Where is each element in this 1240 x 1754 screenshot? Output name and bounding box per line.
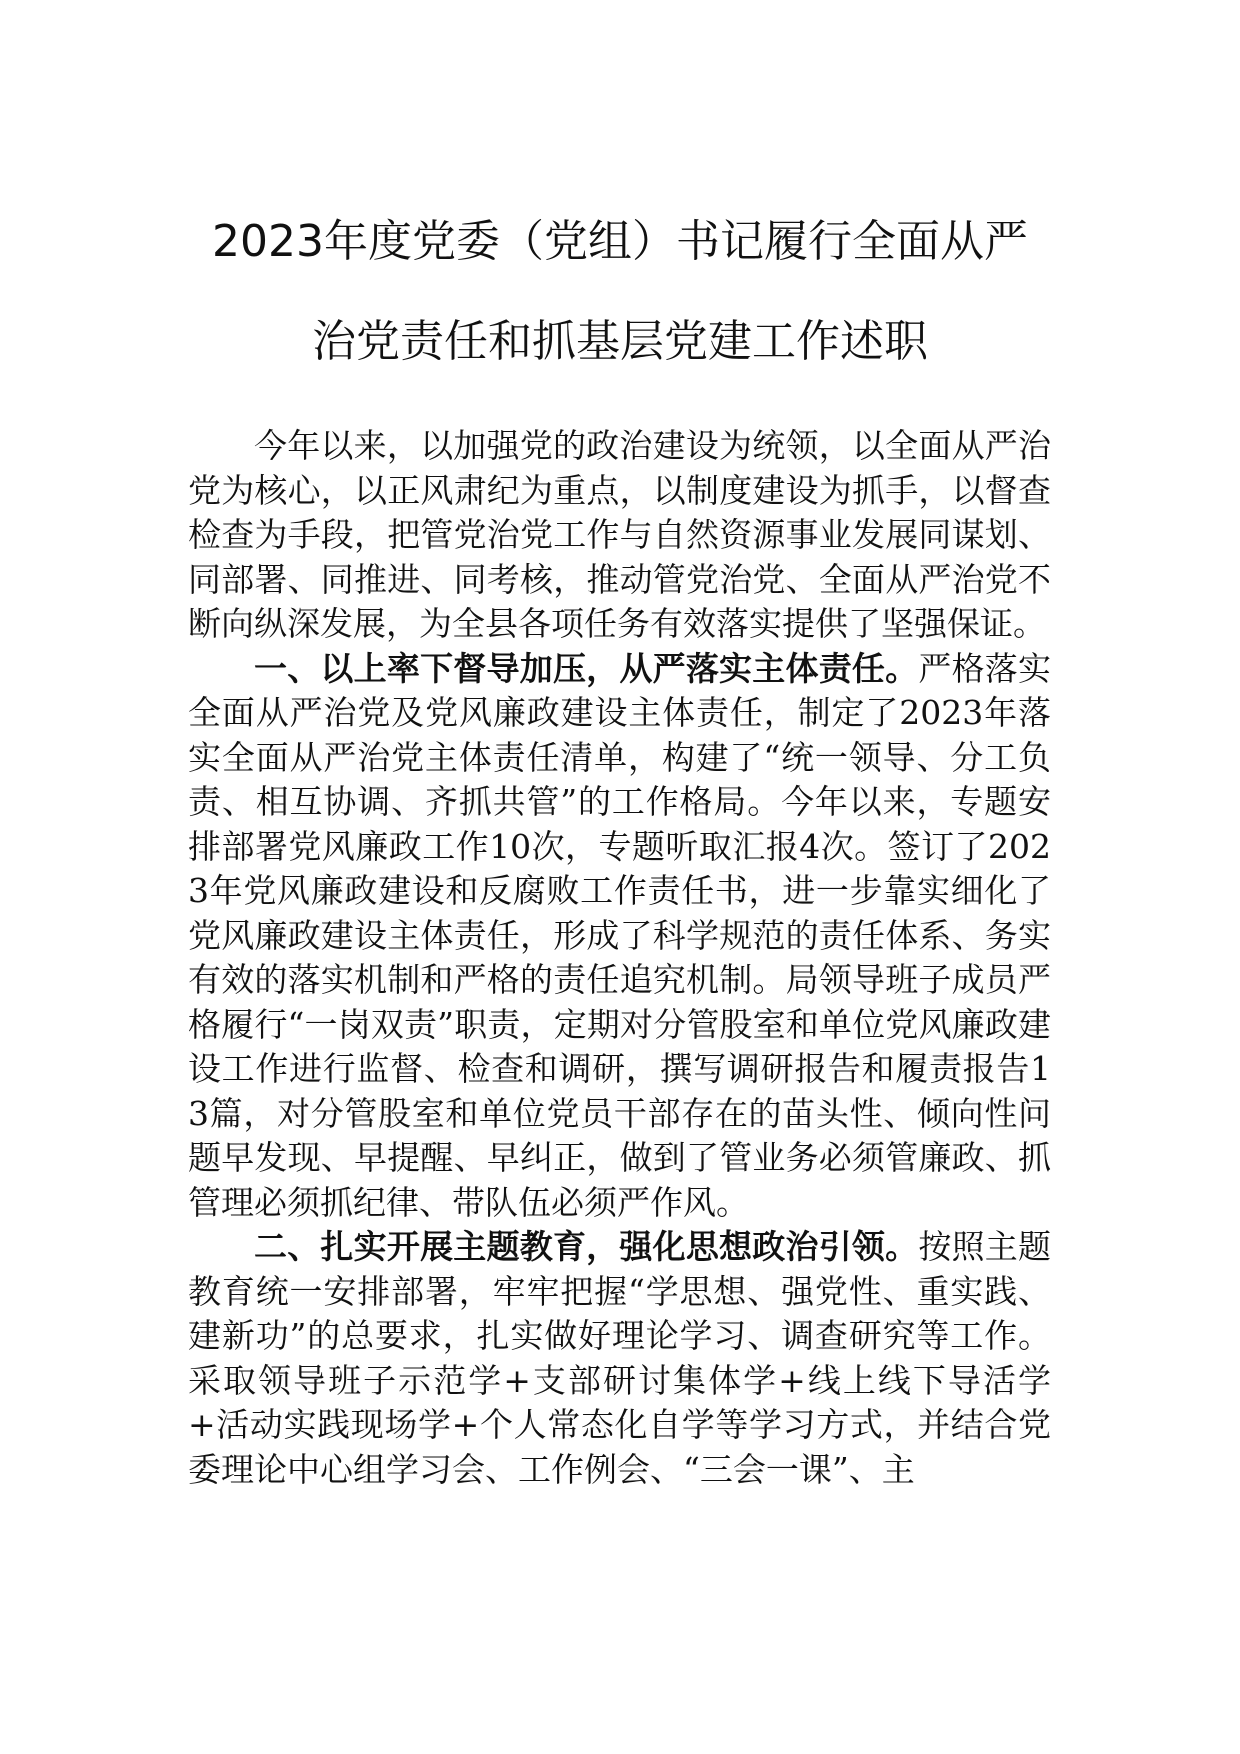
title-line-1: 2023年度党委（党组）书记履行全面从严 [212,216,1028,267]
paragraph-lead: 二、扎实开展主题教育，强化思想政治引领。 [254,1227,919,1266]
paragraph-intro [188,424,1051,647]
document-body [188,424,1051,1492]
paragraph-lead: 一、以上率下督导加压，从严落实主体责任。 [254,648,919,688]
document-title [190,192,1050,392]
paragraph-section-2 [188,1225,1051,1492]
paragraph-text: 严格落实全面从严治党及党风廉政建设主体责任，制定了2023年落实全面从严治党主体责任清单，构建了“统一领导、分工负责、相互协调、齐抓共管”的工作格局。今年以来，专题安排部署党风廉政工作10次，专题听取汇报4次。签订了2023年党风廉政建设和反腐败工作责任书，进一步靠实细化了党风廉政建设主体责任，形成了科学规范的责任体系、务实有效的落实机制和严格的责任追究机制。局领导班子成员严格履行“一岗双责”职责，定期对分管股室和单位党风廉政建设工作进行监督、检查和调研，撰写调研报告和履责报告13篇，对分管股室和单位党员干部存在的苗头性、倾向性问题早发现、早提醒、早纠正，做到了管业务必须管廉政、抓管理必须抓纪律、带队伍必须严作风。 [188,648,1052,1222]
title-line-2: 治党责任和抓基层党建工作述职 [312,316,928,367]
paragraph-section-1 [188,647,1051,1226]
paragraph-text: 按照主题教育统一安排部署，牢牢把握“学思想、强党性、重实践、建新功”的总要求，扎实做好理论学习、调查研究等工作。采取领导班子示范学+支部研讨集体学+线上线下导活学+活动实践现场学+个人常态化自学等学习方式，并结合党委理论中心组学习会、工作例会、“三会一课”、主 [188,1227,1052,1489]
paragraph-text: 今年以来，以加强党的政治建设为统领，以全面从严治党为核心，以正风肃纪为重点，以制度建设为抓手，以督查检查为手段，把管党治党工作与自然资源事业发展同谋划、同部署、同推进、同考核，推动管党治党、全面从严治党不断向纵深发展，为全县各项任务有效落实提供了坚强保证。 [188,426,1051,643]
